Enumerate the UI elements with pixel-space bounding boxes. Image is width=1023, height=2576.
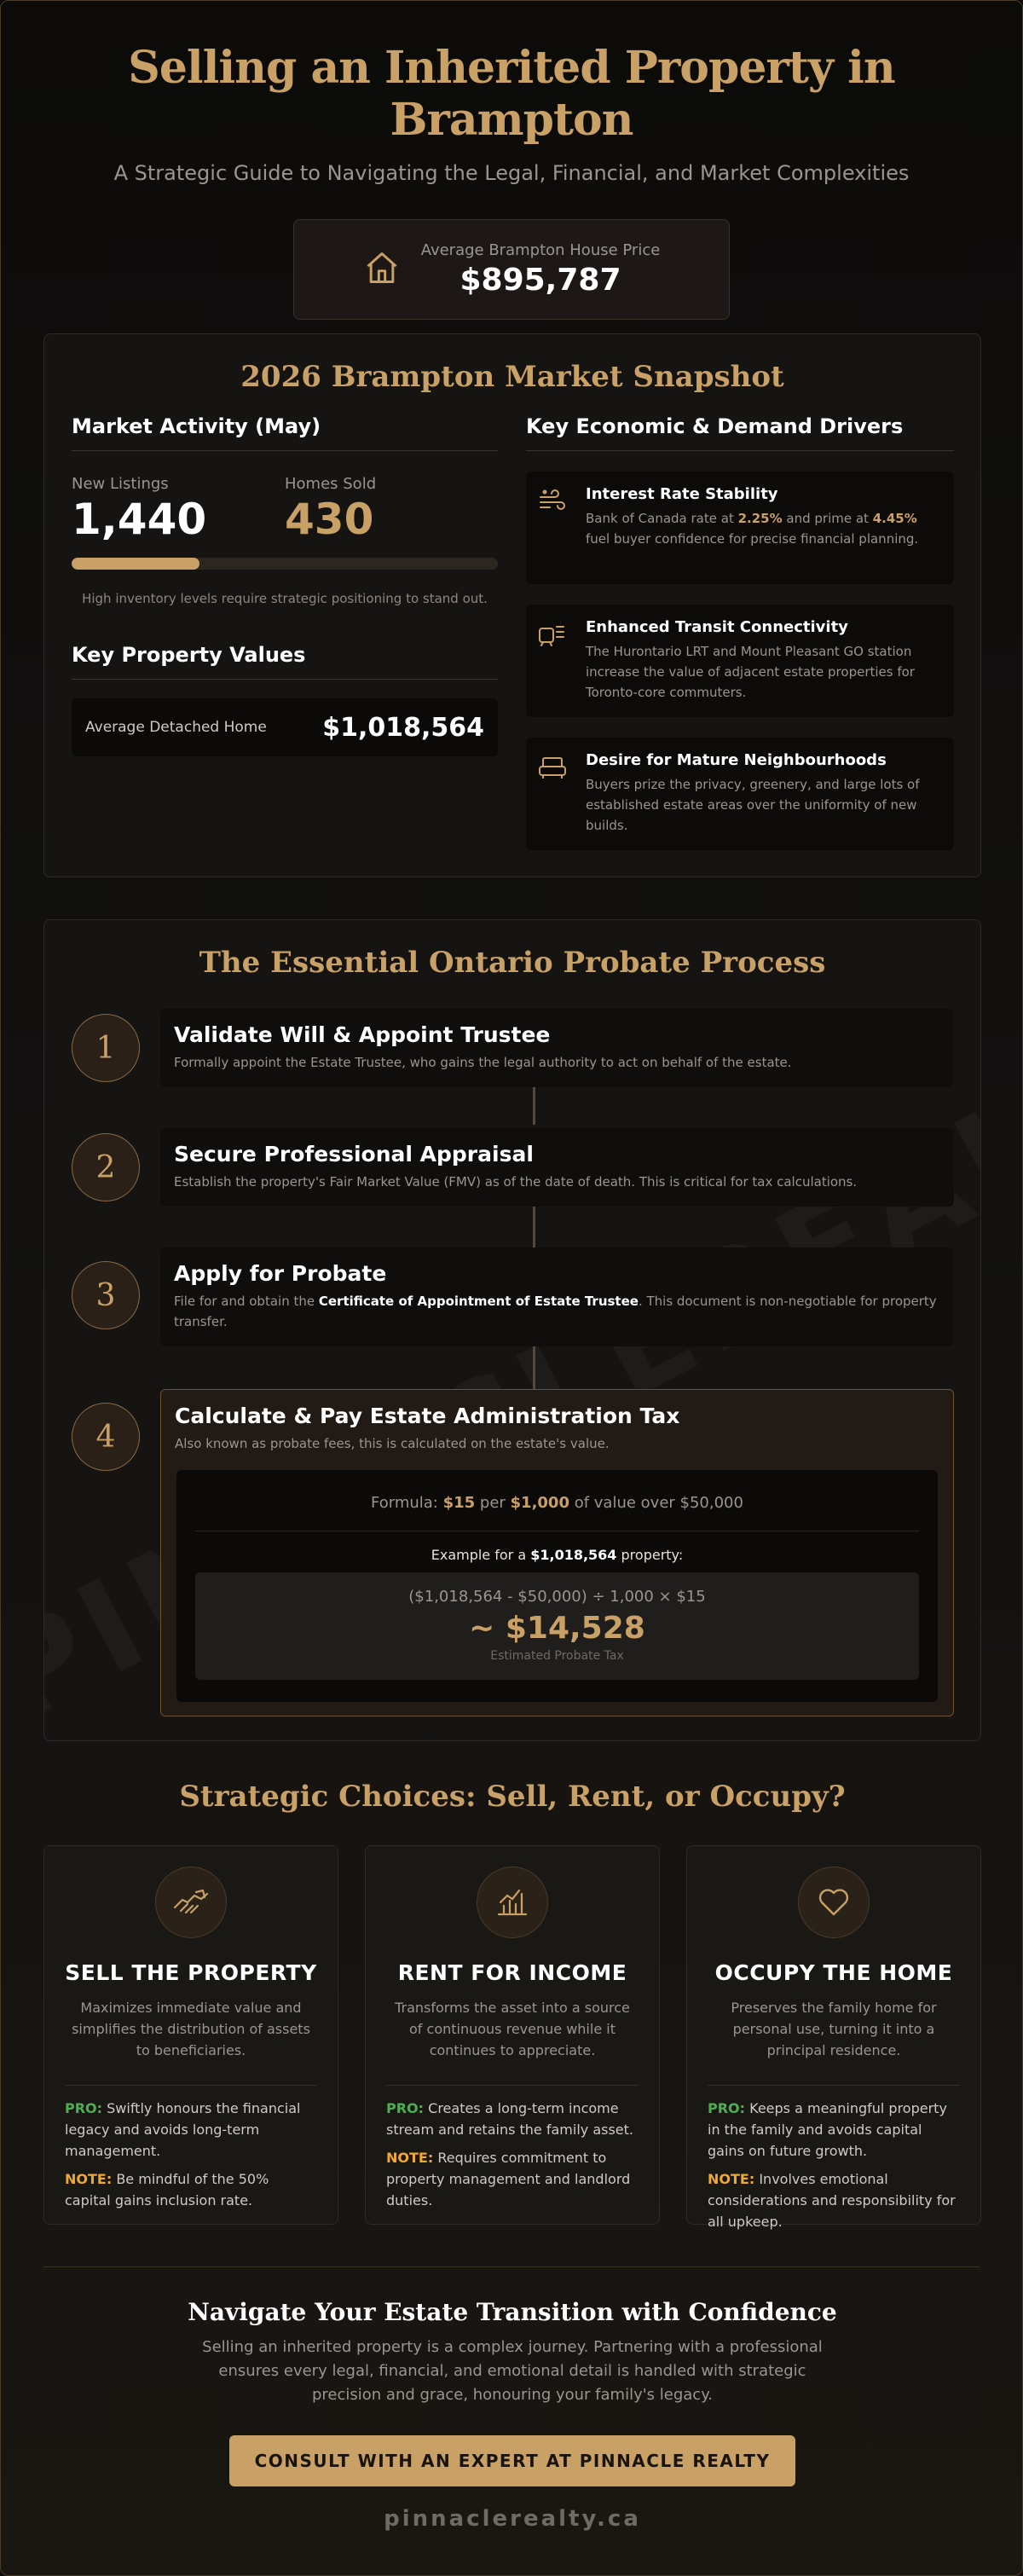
tax-formula: Formula: $15 per $1,000 of value over $50,000 [371, 1494, 743, 1512]
driver-description: The Hurontario LRT and Mount Pleasant GO station increase the value of adjacent estate properties for Toronto-core commuters. [586, 644, 915, 700]
sofa-icon [538, 751, 572, 850]
step-connector [533, 1207, 535, 1251]
hero-section [1, 1, 1022, 320]
strategic-choices-title: Strategic Choices: Sell, Rent, or Occupy? [179, 1780, 846, 1814]
website-link[interactable]: pinnaclerealty.ca [384, 2506, 641, 2532]
heart-icon [798, 1867, 870, 1938]
detached-home-label: Average Detached Home [85, 719, 267, 736]
tax-equation: ($1,018,564 - $50,000) ÷ 1,000 × $15 [408, 1588, 706, 1606]
homes-sold-label: Homes Sold [285, 475, 377, 493]
option-description: Transforms the asset into a source of continuous revenue while it continues to appreciate. [395, 2000, 630, 2058]
driver-transit [526, 605, 954, 717]
option-title: SELL THE PROPERTY [65, 1960, 317, 1985]
option-occupy [686, 1845, 981, 2230]
option-divider [386, 2085, 639, 2086]
detached-home-row [72, 698, 498, 756]
market-snapshot-title: 2026 Brampton Market Snapshot [240, 360, 784, 394]
tax-result-caption: Estimated Probate Tax [490, 1649, 624, 1663]
option-sell [43, 1845, 338, 2225]
option-description: Preserves the family home for personal use, turning it into a principal residence. [731, 2000, 937, 2058]
option-divider [65, 2085, 317, 2086]
train-icon [538, 618, 572, 717]
step-title: Calculate & Pay Estate Administration Tax [175, 1404, 680, 1428]
detached-home-value: $1,018,564 [322, 712, 484, 743]
growth-chart-icon [477, 1867, 548, 1938]
option-note: NOTE: Requires commitment to property management and landlord duties. [386, 2150, 631, 2208]
cta-title: Navigate Your Estate Transition with Confidence [188, 2298, 837, 2326]
homes-sold-stat [285, 475, 498, 544]
key-property-values [72, 643, 498, 756]
option-note: NOTE: Be mindful of the 50% capital gains inclusion rate. [65, 2171, 269, 2208]
option-rent [365, 1845, 660, 2225]
cta-text: Selling an inherited property is a complex journey. Partnering with a professional ensures every legal, financial, and emotional detail is handled with strategic precision and grace, honouring your family's legacy. [202, 2338, 823, 2404]
new-listings-value: 1,440 [72, 495, 207, 544]
step-1-box [160, 1009, 954, 1087]
option-title: OCCUPY THE HOME [714, 1960, 953, 1985]
step-description: File for and obtain the Certificate of Appointment of Estate Trustee. This document is non-negotiable for property transfer. [174, 1294, 937, 1329]
new-listings-stat [72, 475, 285, 544]
step-connector [533, 1346, 535, 1389]
tax-result-box [195, 1572, 919, 1680]
driver-description: Buyers prize the privacy, greenery, and large lots of established estate areas over the uniformity of new builds. [586, 777, 920, 833]
sales-ratio-bar [72, 558, 498, 570]
consult-expert-button[interactable]: CONSULT WITH AN EXPERT AT PINNACLE REALTY [229, 2435, 795, 2486]
page-title: Selling an Inherited Property in Brampton [128, 42, 895, 146]
house-icon [363, 249, 401, 290]
option-pro: PRO: Swiftly honours the financial legacy and avoids long-term management. [65, 2100, 301, 2159]
step-4-box [160, 1389, 954, 1716]
step-2-box [160, 1128, 954, 1207]
step-3-box [160, 1247, 954, 1346]
key-property-values-heading: Key Property Values [72, 643, 498, 680]
option-pro: PRO: Keeps a meaningful property in the family and avoids capital gains on future growth. [708, 2100, 947, 2159]
driver-neighbourhoods [526, 738, 954, 850]
tax-example: Example for a $1,018,564 property: [431, 1547, 684, 1563]
option-note: NOTE: Involves emotional considerations and responsibility for all upkeep. [708, 2171, 956, 2230]
step-description: Also known as probate fees, this is calculated on the estate's value. [175, 1436, 610, 1451]
sales-ratio-fill [72, 558, 199, 570]
demand-drivers-heading: Key Economic & Demand Drivers [526, 414, 954, 451]
certificate-name: Certificate of Appointment of Estate Trustee [318, 1294, 639, 1309]
market-activity-heading: Market Activity (May) [72, 414, 498, 451]
section-divider [43, 2266, 980, 2267]
driver-title: Enhanced Transit Connectivity [586, 618, 848, 636]
market-activity-column [72, 414, 498, 756]
step-title: Apply for Probate [174, 1261, 387, 1286]
new-listings-label: New Listings [72, 475, 169, 493]
tax-result: ~ $14,528 [469, 1611, 645, 1646]
inventory-note: High inventory levels require strategic positioning to stand out. [82, 591, 488, 606]
option-pro: PRO: Creates a long-term income stream and retains the family asset. [386, 2100, 633, 2138]
handshake-icon [155, 1867, 227, 1938]
average-price-value: $895,787 [459, 263, 621, 298]
step-number-4: 4 [72, 1403, 140, 1471]
market-snapshot-card [43, 333, 981, 877]
option-title: RENT FOR INCOME [397, 1960, 627, 1985]
average-price-label: Average Brampton House Price [420, 241, 661, 259]
option-description: Maximizes immediate value and simplifies the distribution of assets to beneficiaries. [72, 2000, 310, 2058]
homes-sold-value: 430 [285, 495, 374, 544]
tax-calculator [176, 1470, 938, 1702]
average-price-box [293, 219, 730, 320]
step-number-2: 2 [72, 1133, 140, 1201]
step-description: Establish the property's Fair Market Value (FMV) as of the date of death. This is critical for tax calculations. [174, 1174, 858, 1190]
option-divider [708, 2085, 960, 2086]
driver-interest-rate [526, 472, 954, 584]
wind-icon [538, 485, 572, 584]
step-connector [533, 1087, 535, 1125]
boc-rate: 2.25% [737, 511, 783, 526]
probate-process-card [43, 919, 981, 1741]
step-title: Secure Professional Appraisal [174, 1142, 534, 1166]
step-description: Formally appoint the Estate Trustee, who gains the legal authority to act on behalf of the estate. [174, 1055, 792, 1070]
driver-description: Bank of Canada rate at 2.25% and prime at 4.45% fuel buyer confidence for precise financial planning. [586, 511, 919, 547]
step-title: Validate Will & Appoint Trustee [174, 1022, 551, 1047]
step-number-1: 1 [72, 1014, 140, 1082]
step-number-3: 3 [72, 1261, 140, 1329]
driver-title: Desire for Mature Neighbourhoods [586, 751, 887, 769]
prime-rate: 4.45% [872, 511, 917, 526]
market-stats [72, 475, 498, 544]
demand-drivers-column [526, 414, 954, 850]
probate-title: The Essential Ontario Probate Process [199, 946, 826, 980]
driver-title: Interest Rate Stability [586, 485, 778, 503]
page-subtitle: A Strategic Guide to Navigating the Legal, Financial, and Market Complexities [113, 161, 910, 185]
